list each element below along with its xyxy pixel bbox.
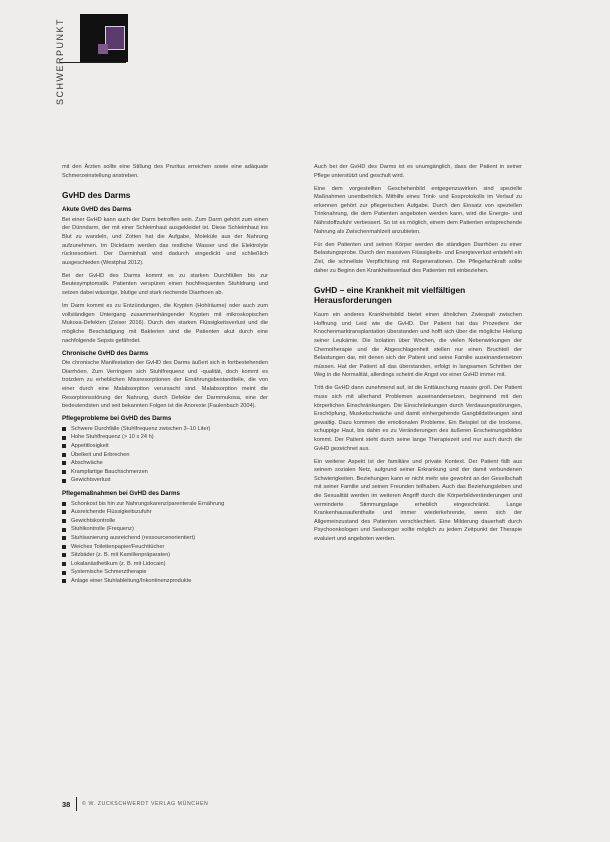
list-item: Gewichtsverlust — [62, 476, 268, 485]
acute-heading: Akute GvHD des Darms — [62, 206, 132, 214]
list-item: Schonkost bis hin zur Nahrungskarenz/parenterale Ernährung — [62, 500, 268, 509]
logo-purple-tile — [105, 26, 125, 50]
right-paragraph-3: Für den Patienten und seinen Körper werden die ständigen Diarrhöen zu einer Belastungsprobe. Durch den massiven Flüssigkeits- und Energieverlust entsteht ein Ziel, die schnellste Verpflichtung mit Regenerationen. Die Pflegefachkraft sollte daher zu Beginn den Krankheitsverlauf des Patienten mit einbeziehen. — [314, 241, 522, 274]
list-item: Anlage einer Stuhlableitung/Inkontinenzprodukte — [62, 577, 268, 586]
list-item: Ausreichende Flüssigkeitszufuhr — [62, 508, 268, 517]
chronic-paragraph: Die chronische Manifestation der GvHD des Darms äußert sich in fortbestehenden Diarrhöen. Zum Verringern sich Stuhlfrequenz und -qualität, doch kommt es trotzdem zu erheblichen Missresorptionen der Ernährungsbestandteile, die von einer durch eine Malabsorption verursacht sind. Malabsorption meint die Resorptionsstörung der Nahrung, durch Defekte der Darmmukosa, eine der bedeutendsten und seit bekannten Folgen ist die Anorexie (Faulenbach 2004). — [62, 360, 268, 410]
list-item: Schwere Durchfälle (Stuhlfrequenz zwischen 3–10 Liter) — [62, 425, 268, 434]
left-column — [62, 163, 268, 591]
section-label: SCHWERPUNKT — [55, 18, 65, 106]
intro-paragraph: mit den Ärzten sollte eine Stillung des Pruritus erreichen sowie eine adäquate Schmerzeinstellung anstreben. — [62, 164, 268, 179]
chronic-heading: Chronische GvHD des Darms — [62, 349, 149, 357]
list-item: Stuhlkontrolle (Frequenz) — [62, 525, 268, 534]
pflegeprobleme-heading: Pflegeprobleme bei GvHD des Darms — [62, 415, 172, 423]
right-paragraph-2: Eine dem vorgestellten Geschehenbild entgegenzuwirken sind spezielle Maßnahmen unentbehrlich. Mithilfe eines Trink- und Essprotokolls im Verlauf zu erkennen gehört zur pflegerischen Aufgabe. Durch den Einsatz von speziellen Trinknahrung, die dem Patienten angeboten werden kann, wird die Energie- und Nährstoffzufuhr verbessert. So ist es möglich, einem dem Patienten entsprechende Nahrung als Zwischenmahlzeit anzubieten. — [314, 185, 522, 235]
massnahmen-list — [62, 500, 268, 586]
list-item: Weiches Toilettenpapier/Feuchttücher — [62, 543, 268, 552]
list-item: Sitzbäder (z. B. mit Kamillenpräparaten) — [62, 551, 268, 560]
acute-paragraph-3: Im Darm kommt es zu Entzündungen, die Krypten (Hohlräume) oder auch zum vollständigen Untergang zusammenhängender Krypten mit mikroskopischen Mukosa-Defekten (Zeiser 2016). Durch den starken Flüssigkeitsverlust und die mögliche Beschädigung mit Bakterien sind die Patienten akut durch eine nachfolgende Sepsis gefährdet. — [62, 303, 268, 344]
footer-divider — [76, 797, 77, 811]
acute-paragraph-1: Bei einer GvHD kann auch der Darm betroffen sein. Zum Darm gehört zum einen der Dünndarm, der mit einer Schleimhaut ausgekleidet ist. Diese Schleimhaut ins Blut zu wandeln, und Zotten hat die Aufgabe, Moleküle aus der Nahrung aufzunehmen. Im Dickdarm werden das restliche Wasser und die Elektrolyte rückresorbiert. Der Darminhalt wird dadurch eingedickt und schließlich ausgeschieden (Westphal 2012). — [62, 216, 268, 266]
list-item: Übelkeit und Erbrechen — [62, 451, 268, 460]
header-rule — [60, 62, 126, 63]
acute-paragraph-2: Bei der GvHD des Darms kommt es zu starken Durchfällen bis zur Beutesymptomatik. Patienten verspüren einen hochfrequenten Stuhldrang und setzen dabei wässrige, blutige und stark riechende Diarrhoen ab. — [62, 272, 268, 297]
list-item: Systemische Schmerztherapie — [62, 568, 268, 577]
section-heading-gvhd-darm: GvHD des Darms — [62, 190, 131, 201]
page-number: 38 — [62, 800, 71, 809]
list-item: Hohe Stuhlfrequenz (> 10 x 24 h) — [62, 433, 268, 442]
right-column — [314, 163, 522, 548]
right-paragraph-1: Auch bei der GvHD des Darms ist es unumgänglich, dass der Patient in seiner Pflege unterstützt und geschult wird. — [314, 164, 522, 179]
list-item: Krampfartige Bauchschmerzen — [62, 468, 268, 477]
list-item: Lokalanästhetikum (z. B. mit Lidocain) — [62, 560, 268, 569]
massnahmen-heading: Pflegemaßnahmen bei GvHD des Darms — [62, 490, 180, 497]
section-heading-herausforderungen: GvHD – eine Krankheit mit vielfältigen Herausforderungen — [314, 285, 466, 306]
right-paragraph-4: Kaum ein anderes Krankheitsbild bietet einen ähnlichen Zwiespalt zwischen Hoffnung und Leid wie die GvHD. Der Patient hat das Prozedere der Knochenmarktransplantation überstanden und hofft sich über die mögliche Heilung seiner Leukämie. Die Isolation über Wochen, die vielen Nebenwirkungen der Chemotherapie und die Abgeschlagenheit stellen nur einen Bruchteil der Belastungen dar, mit denen sich der Patient und seine Familie auseinandersetzen müssen. Hat der Patient all das überstanden, erfolgt in langsamen Schritten der Weg in die Normalität, allerdings scheint die Angst vor einer GvHD immer mit. — [314, 312, 522, 379]
list-item: Appetitlosigkeit — [62, 442, 268, 451]
pflegeprobleme-list — [62, 425, 268, 485]
logo-purple-accent — [98, 44, 108, 54]
list-item: Gewichtskontrolle — [62, 517, 268, 526]
list-item: Abschwäche — [62, 459, 268, 468]
right-paragraph-5: Tritt die GvHD dann zunehmend auf, ist die Enttäuschung massiv groß. Der Patient muss sich mit allerhand Problemen auseinandersetzen, beginnend mit den körperlichen Einschränkungen. Die Einschränkungen durch Verdauungsstörungen, Erschöpfung, Muskelschwäche und damit einhergehende Gangbildstörungen sind gewaltig. Dazu kommen die emotionalen Probleme. Ein Beispiel ist die trockene, schuppige Haut, bis dahin es zu Veränderungen des äußeren Erscheinungsbildes kommt. Der Patient steht durch seine lange Therapiezeit und nur auch durch die GvHD gezeichnet aus. — [314, 385, 522, 452]
publisher-credit: © W. ZUCKSCHWERDT VERLAG MÜNCHEN — [82, 801, 209, 807]
list-item: Stuhlsanierung ausreichend (ressourcenorientiert) — [62, 534, 268, 543]
right-paragraph-6: Ein weiterer Aspekt ist der familiäre und private Kontext. Der Patient fällt aus seinem sozialen Netz, aufgrund seiner Erkrankung und der damit verbundenen Schwierigkeiten. Beziehungen kann er nicht mehr wie gewohnt an der Gesellschaft mit seiner Familie und seinen Freunden teilhaben. Auch das Beziehungsleben und die Sexualität werden im weiteren Angriff durch die Körperbildveränderungen und verminderte Stimmungslage erheblich eingeschränkt. Lange Krankenhausaufenthalte und immer wiederkehrende, wenn sich der Allgemeinzustand des Patienten verschlechtert. Eine Milderung dauerhaft durch Psychoonkologen und Seelsorger sollte möglich zu jedem Zeitpunkt der Therapie evaluiert und angeboten werden. — [314, 458, 522, 542]
